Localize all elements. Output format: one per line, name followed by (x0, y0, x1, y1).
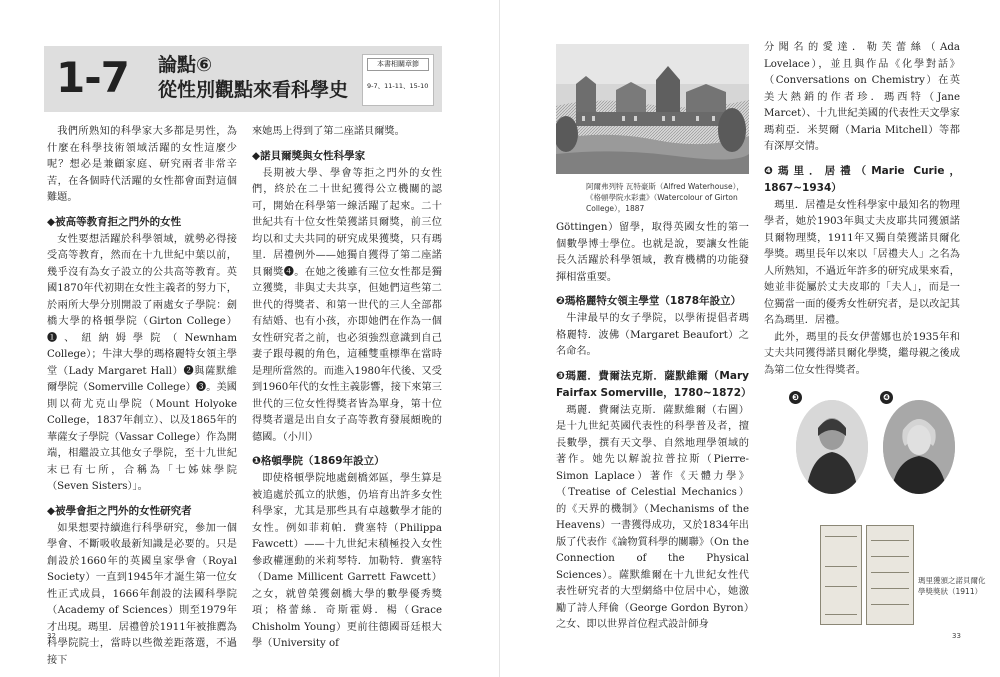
marker-3: ❸ (789, 391, 802, 404)
right-column-1 (556, 220, 752, 634)
related-chapters-pages: 9-7、11-11、15-10 (367, 82, 429, 90)
note-heading: ❸瑪麗．費爾法克斯．薩默維爾（Mary Fairfax Somerville，1780~1872） (556, 369, 752, 399)
note-heading: ❹瑪里．居禮（Marie Curie，1867~1934） (764, 164, 960, 194)
left-column-1 (47, 124, 237, 669)
body-paragraph: 即使格頓學院地處劍橋郊區，學生算是被追處於孤立的狀態，仍培育出許多女性科學家，尤其是那些具有卓越數學才能的女性。例如菲莉帕．費塞特（Philippa Fawcett）——十九世紀末積極投入女性參政權運動的米莉琴特．加勒特．費塞特（Dame Millicent Garrett Fawcett）之女，就曾榮獲劍橋大學的數學優秀獎項；格蕾絲．奇斯霍姆．楊（Grace Chisholm Young）更前往德國哥廷根大學（University of (252, 473, 442, 649)
body-paragraph: 長期被大學、學會等拒之門外的女性們，終於在二十世紀獲得公立機關的認可，開始在科學第一線活躍了起來。二十世紀共有十位女性榮獲諾貝爾獎，前三位均以和丈夫共同的研究成果獲獎，只有瑪里．居禮例外——她獨自獲得了第二座諾貝爾獎❹。在她之後雖有三位女性都是獨立獲獎，非與丈夫共享，但她們這些第二世代的得獎者、和第一世代的三人全部都有結婚、也有小孩，亦即她們在作為一個女性研究者之前，也必須強烈意識到自己妻子跟母親的角色，這種雙重標準在當時是理所當然的。而進入1980年代後、又受到1960年代的女性主義影響，接下來第三世代的三位女性得獎者皆為單身，第十位得獎者還是出自女子高等教育發展頗晚的德國。（小川） (252, 167, 442, 443)
portrait-illustration (883, 400, 955, 494)
body-paragraph: 此外，瑪里的長女伊蕾娜也於1935年和丈夫共同獲得諾貝爾化學獎，繼母親之後成為第二位女性得獎者。 (764, 331, 960, 376)
girton-college-watercolour (556, 44, 749, 174)
section-heading: ◆被學會拒之門外的女性研究者 (47, 504, 192, 517)
body-paragraph: 女性要想活躍於科學領域，就勢必得接受高等教育，然而在十九世紀中葉以前，幾乎沒有為女子設立的公共高等教育。英國1870年代初期在女性主義者的努力下，於兩所大學分別開設了兩處女子學院：劍橋大學的格頓學院（Girton College）❶、紐納姆學院（Newnham College）；牛津大學的瑪格麗特女領主學堂（Lady Margaret Hall）❷與薩默維爾學院（Somerville College）❸。美國則以荷尤克山學院（Mount Holyoke College，1837年創立）、以及1865年的華薩女子學院（Vassar College）作為開端，相繼設立其他女子學院，至十九世紀末已有七所，合稱為「七姊妹學院（Seven Sisters）」。 (47, 233, 237, 492)
chapter-title-line2: 從性別觀點來看科學史 (158, 79, 349, 101)
left-column-2 (252, 124, 442, 653)
continued-paragraph: 來她馬上得到了第二座諾貝爾獎。 (252, 126, 405, 137)
nobel-certificate-left (820, 525, 862, 625)
page-number: 33 (952, 632, 961, 640)
continued-paragraph: Göttingen）留學，取得英國女性的第一個數學博士學位。也就是說，要讓女性能長久活躍於科學領域，教育機構的功能發揮相當重要。 (556, 222, 749, 283)
certificate-caption: 瑪里獲頒之諾貝爾化學獎獎狀（1911） (918, 576, 986, 596)
somerville-portrait (796, 400, 868, 494)
right-page (500, 0, 1000, 677)
portrait-illustration (796, 400, 868, 494)
section-heading: ◆被高等教育拒之門外的女性 (47, 215, 182, 228)
note-heading: ❷瑪格麗特女領主學堂（1878年設立） (556, 295, 742, 307)
chapter-title-line1: 論點⑥ (158, 54, 213, 76)
related-chapters-label: 本書相關章節 (367, 58, 429, 71)
related-chapters-box (362, 54, 434, 106)
chapter-header (44, 46, 442, 112)
note-heading: ❶格頓學院（1869年設立） (252, 455, 385, 467)
figure-caption: 阿爾弗列特 瓦特豪斯（Alfred Waterhouse），《格頓學院水彩畫》（Watercolour of Girton College），1887 (586, 182, 744, 213)
marker-4: ❹ (880, 391, 893, 404)
right-column-2 (764, 40, 960, 376)
section-heading: ◆諾貝爾獎與女性科學家 (252, 149, 366, 162)
nobel-certificate-right (866, 525, 914, 625)
body-paragraph: 牛津最早的女子學院，以學術提倡者瑪格麗特．波佛（Margaret Beaufort）之名命名。 (556, 313, 749, 357)
body-paragraph: 如果想要持續進行科學研究，參加一個學會、不斷吸收最新知識是必要的。只是創設於1660年的英國皇家學會（Royal Society）一直到1945年才誕生第一位女性正式成員，1666年創設的法國科學院（Academy of Sciences）則至1979年才出現。瑪里．居禮曾於1911年被推薦為科學院院士，當時以些微差距落選，不過接下 (47, 522, 237, 666)
intro-paragraph: 我們所熟知的科學家大多都是男性，為什麼在科學技術領域活躍的女性這麼少呢？想必是兼顧家庭、研究兩者非常辛苦，在各個時代活躍的女性都會面對這個難題。 (47, 126, 237, 203)
body-paragraph: 瑪里．居禮是女性科學家中最知名的物理學者，她於1903年與丈夫皮耶共同獲頒諾貝爾物理獎，1911年又獨自榮獲諾貝爾化學獎。瑪里長年以來以「居禮夫人」之名為人所熟知，不過近年許多的研究成果來看，她並非從屬於丈夫皮耶的「夫人」，而是一位獨當一面的優秀女性研究者，是以改記其名為瑪里．居禮。 (764, 199, 960, 326)
engraving-illustration (556, 44, 749, 174)
marie-curie-portrait (883, 400, 955, 494)
page-number: 32 (47, 632, 56, 640)
chapter-number: 1-7 (56, 53, 129, 102)
body-paragraph: 瑪麗．費爾法克斯．薩默維爾（右圖）是十九世紀英國代表性的科學普及者，擅長數學，撰有天文學、自然地理學領域的著作。她先以解說拉普拉斯（Pierre-Simon Laplace）著作《天體力學》（Treatise of Celestial Mechanics）的《天界的機制》（Mechanisms of the Heavens）一書獲得成功，又於1834年出版了代表作《論物質科學的關聯》（On the Connection of the Physical Sciences）。薩默維爾在十九世紀女性代表性研究者的大型網絡中位居中心，她激勵了詩人拜倫（George Gordon Byron）之女、即以世界首位程式設計師身 (556, 404, 749, 630)
continued-paragraph: 分聞名的愛達．勒芙蕾絲（Ada Lovelace），並且與作品《化學對話》（Conversations on Chemistry）在英美大熱銷的作者珍．瑪西特（Jane Marcet）、十九世紀美國的代表性天文學家瑪莉亞．米契爾（Maria Mitchell）等都有深厚交情。 (764, 42, 960, 152)
